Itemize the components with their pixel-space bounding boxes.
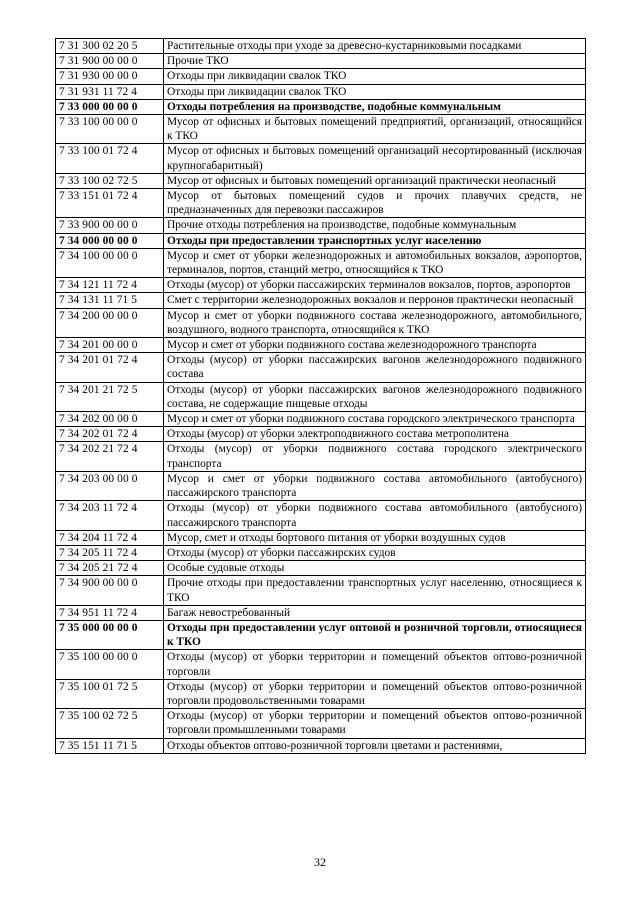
table-row [56,738,586,753]
waste-code-cell: 7 35 100 00 00 0 [56,650,164,679]
waste-name-cell: Особые судовые отходы [164,561,586,576]
waste-name-cell: Мусор и смет от уборки подвижного состава железнодорожного транспорта [164,338,586,353]
waste-name-cell: Отходы (мусор) от уборки электроподвижного состава метрополитена [164,427,586,442]
table-row [56,530,586,545]
waste-code-cell: 7 31 900 00 00 0 [56,54,164,69]
table-row [56,115,586,144]
table-row [56,248,586,277]
table-row [56,442,586,471]
table-body [56,39,586,754]
table-row [56,427,586,442]
waste-code-cell: 7 34 131 11 71 5 [56,293,164,308]
table-row [56,99,586,114]
waste-code-cell: 7 34 205 11 72 4 [56,545,164,560]
waste-code-cell: 7 34 203 11 72 4 [56,501,164,530]
waste-code-cell: 7 34 202 01 72 4 [56,427,164,442]
table-row [56,173,586,188]
waste-code-cell: 7 31 930 00 00 0 [56,69,164,84]
waste-code-cell: 7 34 201 01 72 4 [56,353,164,382]
waste-name-cell: Мусор от офисных и бытовых помещений организаций несортированный (исключая крупногабаритный) [164,144,586,173]
table-row [56,679,586,708]
waste-name-cell: Мусор от бытовых помещений судов и прочих плавучих средств, не предназначенных для перевозки пассажиров [164,189,586,218]
waste-name-cell: Отходы потребления на производстве, подобные коммунальным [164,99,586,114]
waste-code-cell: 7 34 200 00 00 0 [56,308,164,337]
table-row [56,545,586,560]
waste-name-cell: Отходы (мусор) от уборки территории и помещений объектов оптово-розничной торговли [164,650,586,679]
waste-name-cell: Отходы (мусор) от уборки подвижного состава городского электрического транспорта [164,442,586,471]
waste-code-cell: 7 34 121 11 72 4 [56,278,164,293]
waste-name-cell: Прочие ТКО [164,54,586,69]
table-row [56,471,586,500]
waste-code-cell: 7 34 201 00 00 0 [56,338,164,353]
waste-code-cell: 7 34 203 00 00 0 [56,471,164,500]
waste-code-cell: 7 34 900 00 00 0 [56,576,164,605]
waste-name-cell: Растительные отходы при уходе за древесно-кустарниковыми посадками [164,39,586,54]
waste-name-cell: Мусор от офисных и бытовых помещений предприятий, организаций, относящийся к ТКО [164,115,586,144]
waste-code-cell: 7 31 300 02 20 5 [56,39,164,54]
waste-code-cell: 7 34 205 21 72 4 [56,561,164,576]
waste-code-cell: 7 35 000 00 00 0 [56,620,164,649]
waste-code-cell: 7 34 100 00 00 0 [56,248,164,277]
waste-name-cell: Отходы при предоставлении транспортных услуг населению [164,233,586,248]
waste-name-cell: Смет с территории железнодорожных вокзалов и перронов практически неопасный [164,293,586,308]
table-row [56,84,586,99]
table-row [56,233,586,248]
waste-classification-table [55,38,586,754]
table-row [56,39,586,54]
waste-name-cell: Мусор от офисных и бытовых помещений организаций практически неопасный [164,173,586,188]
waste-code-cell: 7 33 151 01 72 4 [56,189,164,218]
waste-code-cell: 7 35 100 02 72 5 [56,709,164,738]
waste-code-cell: 7 34 000 00 00 0 [56,233,164,248]
waste-code-cell: 7 31 931 11 72 4 [56,84,164,99]
waste-code-cell: 7 33 000 00 00 0 [56,99,164,114]
waste-code-cell: 7 33 900 00 00 0 [56,218,164,233]
table-row [56,353,586,382]
page-number: 32 [314,855,326,869]
waste-name-cell: Отходы (мусор) от уборки территории и помещений объектов оптово-розничной торговли промышленными товарами [164,709,586,738]
table-row [56,620,586,649]
table-row [56,576,586,605]
table-row [56,412,586,427]
table-row [56,561,586,576]
waste-code-cell: 7 33 100 00 00 0 [56,115,164,144]
waste-name-cell: Прочие отходы при предоставлении транспортных услуг населению, относящиеся к ТКО [164,576,586,605]
table-row [56,278,586,293]
waste-code-cell: 7 34 201 21 72 5 [56,382,164,411]
waste-code-cell: 7 34 204 11 72 4 [56,530,164,545]
table-row [56,605,586,620]
table-row [56,218,586,233]
waste-name-cell: Мусор и смет от уборки подвижного состава городского электрического транспорта [164,412,586,427]
table-row [56,501,586,530]
waste-name-cell: Отходы (мусор) от уборки подвижного состава автомобильного (автобусного) пассажирского транспорта [164,501,586,530]
waste-code-cell: 7 34 202 00 00 0 [56,412,164,427]
waste-name-cell: Отходы (мусор) от уборки пассажирских вагонов железнодорожного подвижного состава, не содержащие пищевые отходы [164,382,586,411]
waste-name-cell: Багаж невостребованный [164,605,586,620]
waste-name-cell: Прочие отходы потребления на производстве, подобные коммунальным [164,218,586,233]
waste-name-cell: Мусор и смет от уборки железнодорожных и автомобильных вокзалов, аэропортов, терминалов, портов, станций метро, относящийся к ТКО [164,248,586,277]
waste-code-cell: 7 33 100 01 72 4 [56,144,164,173]
waste-name-cell: Отходы при ликвидации свалок ТКО [164,69,586,84]
waste-code-cell: 7 35 151 11 71 5 [56,738,164,753]
waste-name-cell: Отходы (мусор) от уборки территории и помещений объектов оптово-розничной торговли продовольственными товарами [164,679,586,708]
table-row [56,338,586,353]
waste-name-cell: Мусор, смет и отходы бортового питания от уборки воздушных судов [164,530,586,545]
table-row [56,382,586,411]
waste-name-cell: Отходы (мусор) от уборки пассажирских судов [164,545,586,560]
waste-name-cell: Отходы (мусор) от уборки пассажирских терминалов вокзалов, портов, аэропортов [164,278,586,293]
table-row [56,189,586,218]
table-row [56,54,586,69]
waste-name-cell: Отходы при ликвидации свалок ТКО [164,84,586,99]
waste-name-cell: Отходы (мусор) от уборки пассажирских вагонов железнодорожного подвижного состава [164,353,586,382]
waste-name-cell: Мусор и смет от уборки подвижного состава автомобильного (автобусного) пассажирского транспорта [164,471,586,500]
waste-name-cell: Отходы объектов оптово-розничной торговли цветами и растениями, [164,738,586,753]
waste-code-cell: 7 34 202 21 72 4 [56,442,164,471]
table-row [56,144,586,173]
waste-code-cell: 7 33 100 02 72 5 [56,173,164,188]
table-row [56,69,586,84]
table-row [56,709,586,738]
waste-name-cell: Мусор и смет от уборки подвижного состава железнодорожного, автомобильного, воздушного, водного транспорта, относящийся к ТКО [164,308,586,337]
table-row [56,650,586,679]
table-row [56,308,586,337]
table-row [56,293,586,308]
waste-code-cell: 7 34 951 11 72 4 [56,605,164,620]
waste-name-cell: Отходы при предоставлении услуг оптовой и розничной торговли, относящиеся к ТКО [164,620,586,649]
waste-code-cell: 7 35 100 01 72 5 [56,679,164,708]
